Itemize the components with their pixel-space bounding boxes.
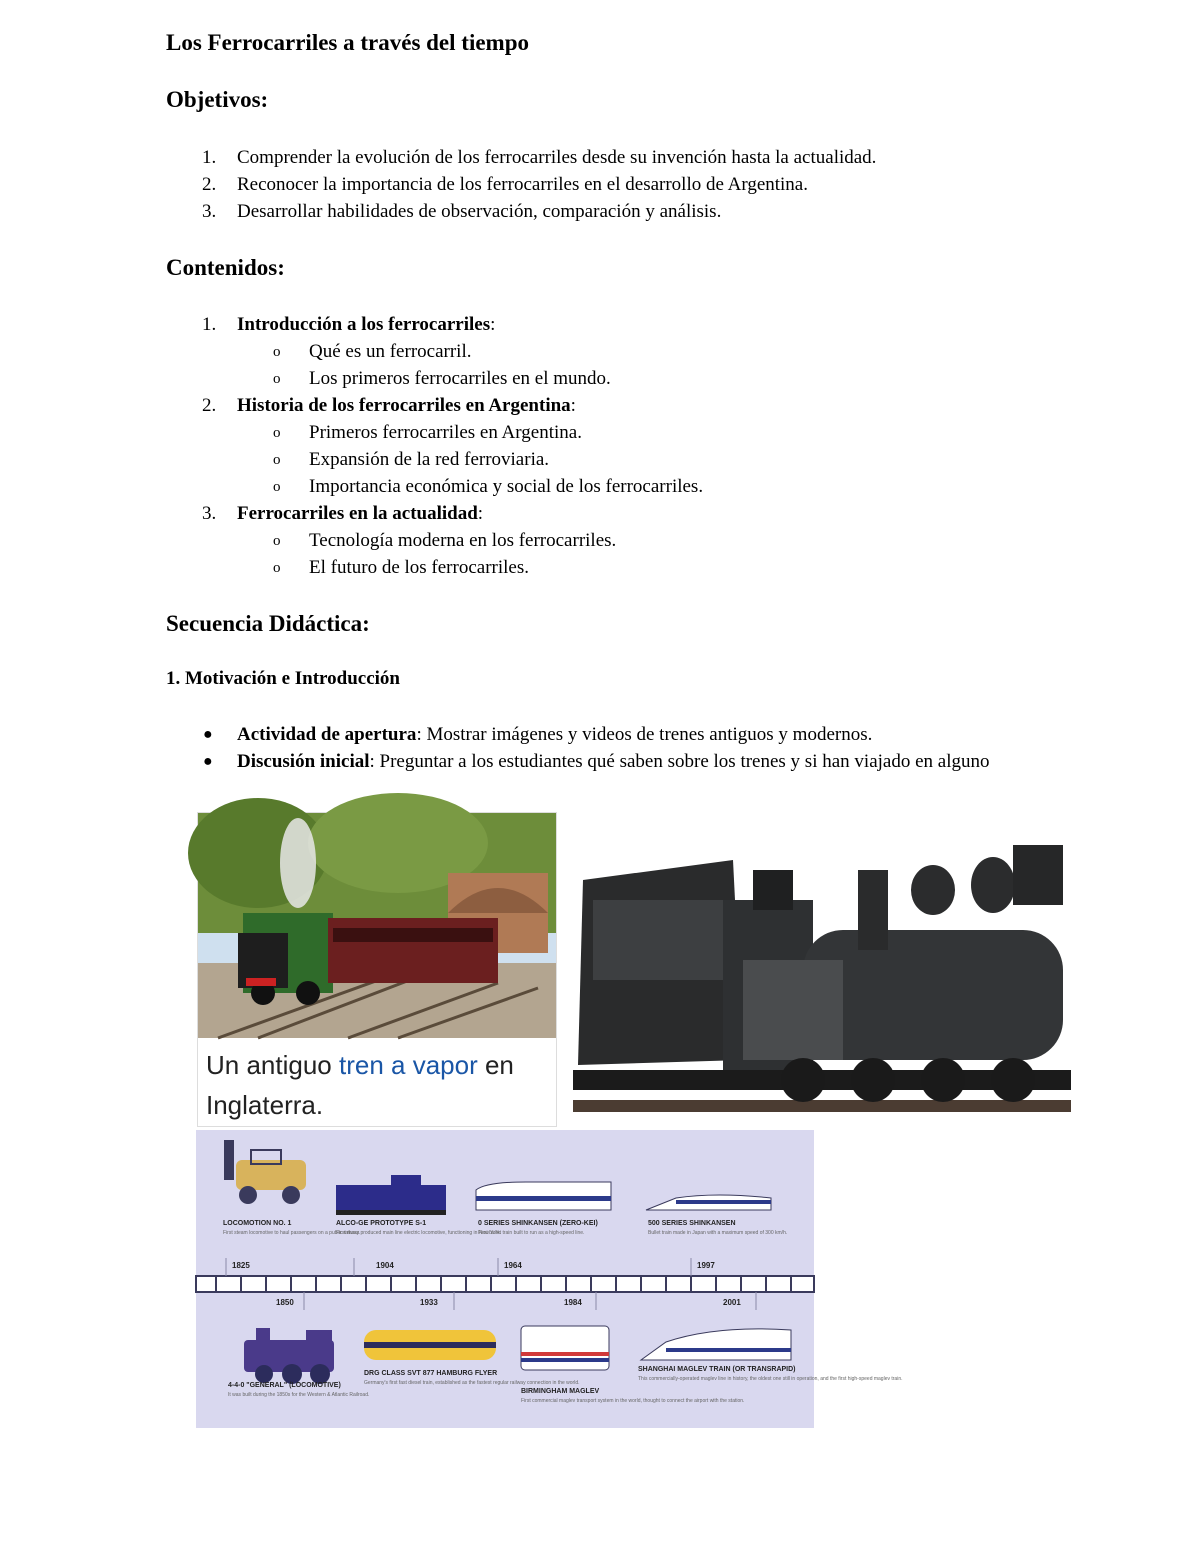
- document-title: Los Ferrocarriles a través del tiempo: [166, 30, 529, 55]
- contenidos-heading: Contenidos:: [166, 255, 285, 280]
- timeline-label: 0 SERIES SHINKANSEN (ZERO-KEI): [478, 1220, 598, 1227]
- locomotive-photo: [573, 840, 1071, 1125]
- timeline-year: 1997: [697, 1261, 715, 1270]
- timeline-desc: First mass produced main line electric locomotive, functioning in New York.: [336, 1230, 502, 1236]
- timeline-desc: This commercially-operated maglev line in history, the oldest one still in operation, and the first high-speed maglev train.: [638, 1376, 903, 1382]
- birmingham-maglev-icon: [521, 1326, 609, 1370]
- objetivo-text: Reconocer la importancia de los ferrocarriles en el desarrollo de Argentina.: [237, 174, 808, 195]
- sub-text: Tecnología moderna en los ferrocarriles.: [309, 530, 617, 551]
- photo-caption: [206, 1045, 546, 1125]
- list-number: 1.: [202, 314, 217, 335]
- bullet-text: : Preguntar a los estudiantes qué saben sobre los trenes y si han viajado en alguno: [369, 751, 990, 772]
- secuencia-heading: Secuencia Didáctica:: [166, 611, 370, 636]
- timeline-desc: First bullet train built to run as a high-speed line.: [478, 1230, 585, 1236]
- timeline-label: BIRMINGHAM MAGLEV: [521, 1388, 600, 1395]
- bullet-dot: ●: [203, 753, 213, 770]
- caption-link[interactable]: tren a vapor: [338, 1050, 478, 1080]
- caption-text: Un antiguo: [206, 1050, 339, 1080]
- shinkansen-500-icon: [646, 1195, 771, 1210]
- timeline-label: ALCO-GE PROTOTYPE S-1: [336, 1220, 427, 1227]
- objetivo-text: Comprender la evolución de los ferrocarriles desde su invención hasta la actualidad.: [237, 147, 877, 168]
- timeline-year: 1825: [232, 1261, 250, 1270]
- timeline-year: 2001: [723, 1298, 741, 1307]
- sub-marker: o: [273, 560, 281, 576]
- timeline-year: 1850: [276, 1298, 294, 1307]
- bullet-text: : Mostrar imágenes y videos de trenes antiguos y modernos.: [416, 724, 873, 745]
- timeline-desc: First commercial maglev transport system in the world, thought to connect the airport with the station.: [521, 1398, 745, 1404]
- bullet-dot: ●: [203, 726, 213, 743]
- list-number: 2.: [202, 174, 217, 195]
- sub-text: Expansión de la red ferroviaria.: [309, 449, 550, 470]
- bullet-label: Discusión inicial: [237, 751, 370, 772]
- section-suffix: :: [570, 395, 576, 416]
- steam-train-image: [198, 813, 556, 1038]
- sub-marker: o: [273, 452, 281, 468]
- locomotion-no1-icon: [224, 1140, 306, 1204]
- timeline-year: 1904: [376, 1261, 394, 1270]
- caption-text: en Inglaterra.: [206, 1050, 514, 1120]
- section-title: Ferrocarriles en la actualidad: [237, 503, 478, 524]
- timeline-label: LOCOMOTION NO. 1: [223, 1220, 292, 1227]
- timeline-desc: It was built during the 1850s for the Western & Atlantic Railroad.: [228, 1392, 370, 1398]
- alco-ge-s1-icon: [336, 1175, 446, 1215]
- hamburg-flyer-icon: [364, 1330, 496, 1360]
- sub-text: Los primeros ferrocarriles en el mundo.: [309, 368, 611, 389]
- train-timeline-infographic: [196, 1130, 903, 1428]
- timeline-year: 1933: [420, 1298, 438, 1307]
- list-number: 3.: [202, 503, 217, 524]
- timeline-desc: Bullet train made in Japan with a maximum speed of 300 km/h.: [648, 1230, 788, 1236]
- shanghai-maglev-icon: [641, 1329, 791, 1360]
- sub-marker: o: [273, 479, 281, 495]
- sub-marker: o: [273, 344, 281, 360]
- objetivo-text: Desarrollar habilidades de observación, comparación y análisis.: [237, 201, 722, 222]
- section-title: Introducción a los ferrocarriles: [237, 314, 491, 335]
- timeline-label: SHANGHAI MAGLEV TRAIN (OR TRANSRAPID): [638, 1366, 796, 1373]
- timeline-label: 4-4-0 "GENERAL" (LOCOMOTIVE): [228, 1382, 341, 1389]
- step-heading: 1. Motivación e Introducción: [166, 668, 400, 689]
- section-title: Historia de los ferrocarriles en Argentina: [237, 395, 571, 416]
- sub-text: Qué es un ferrocarril.: [309, 341, 472, 362]
- list-number: 3.: [202, 201, 217, 222]
- timeline-desc: Germany's first fast diesel train, established as the fastest regular railway connection in the world.: [364, 1380, 580, 1386]
- bullet-label: Actividad de apertura: [237, 724, 417, 745]
- timeline-label: 500 SERIES SHINKANSEN: [648, 1220, 736, 1227]
- shinkansen-0-icon: [476, 1182, 611, 1210]
- general-locomotive-icon: [244, 1328, 334, 1384]
- sub-text: Primeros ferrocarriles en Argentina.: [309, 422, 582, 443]
- timeline-label: DRG CLASS SVT 877 HAMBURG FLYER: [364, 1370, 498, 1377]
- steam-train-photo: [197, 812, 557, 1127]
- list-number: 1.: [202, 147, 217, 168]
- sub-marker: o: [273, 533, 281, 549]
- timeline-desc: First steam locomotive to haul passengers on a public railway.: [223, 1230, 361, 1236]
- sub-text: El futuro de los ferrocarriles.: [309, 557, 529, 578]
- sub-text: Importancia económica y social de los ferrocarriles.: [309, 476, 704, 497]
- section-suffix: :: [477, 503, 484, 524]
- section-suffix: :: [490, 314, 496, 335]
- timeline-year: 1984: [564, 1298, 582, 1307]
- objetivos-heading: Objetivos:: [166, 87, 269, 112]
- sub-marker: o: [273, 371, 281, 387]
- sub-marker: o: [273, 425, 281, 441]
- list-number: 2.: [202, 395, 217, 416]
- timeline-year: 1964: [504, 1261, 522, 1270]
